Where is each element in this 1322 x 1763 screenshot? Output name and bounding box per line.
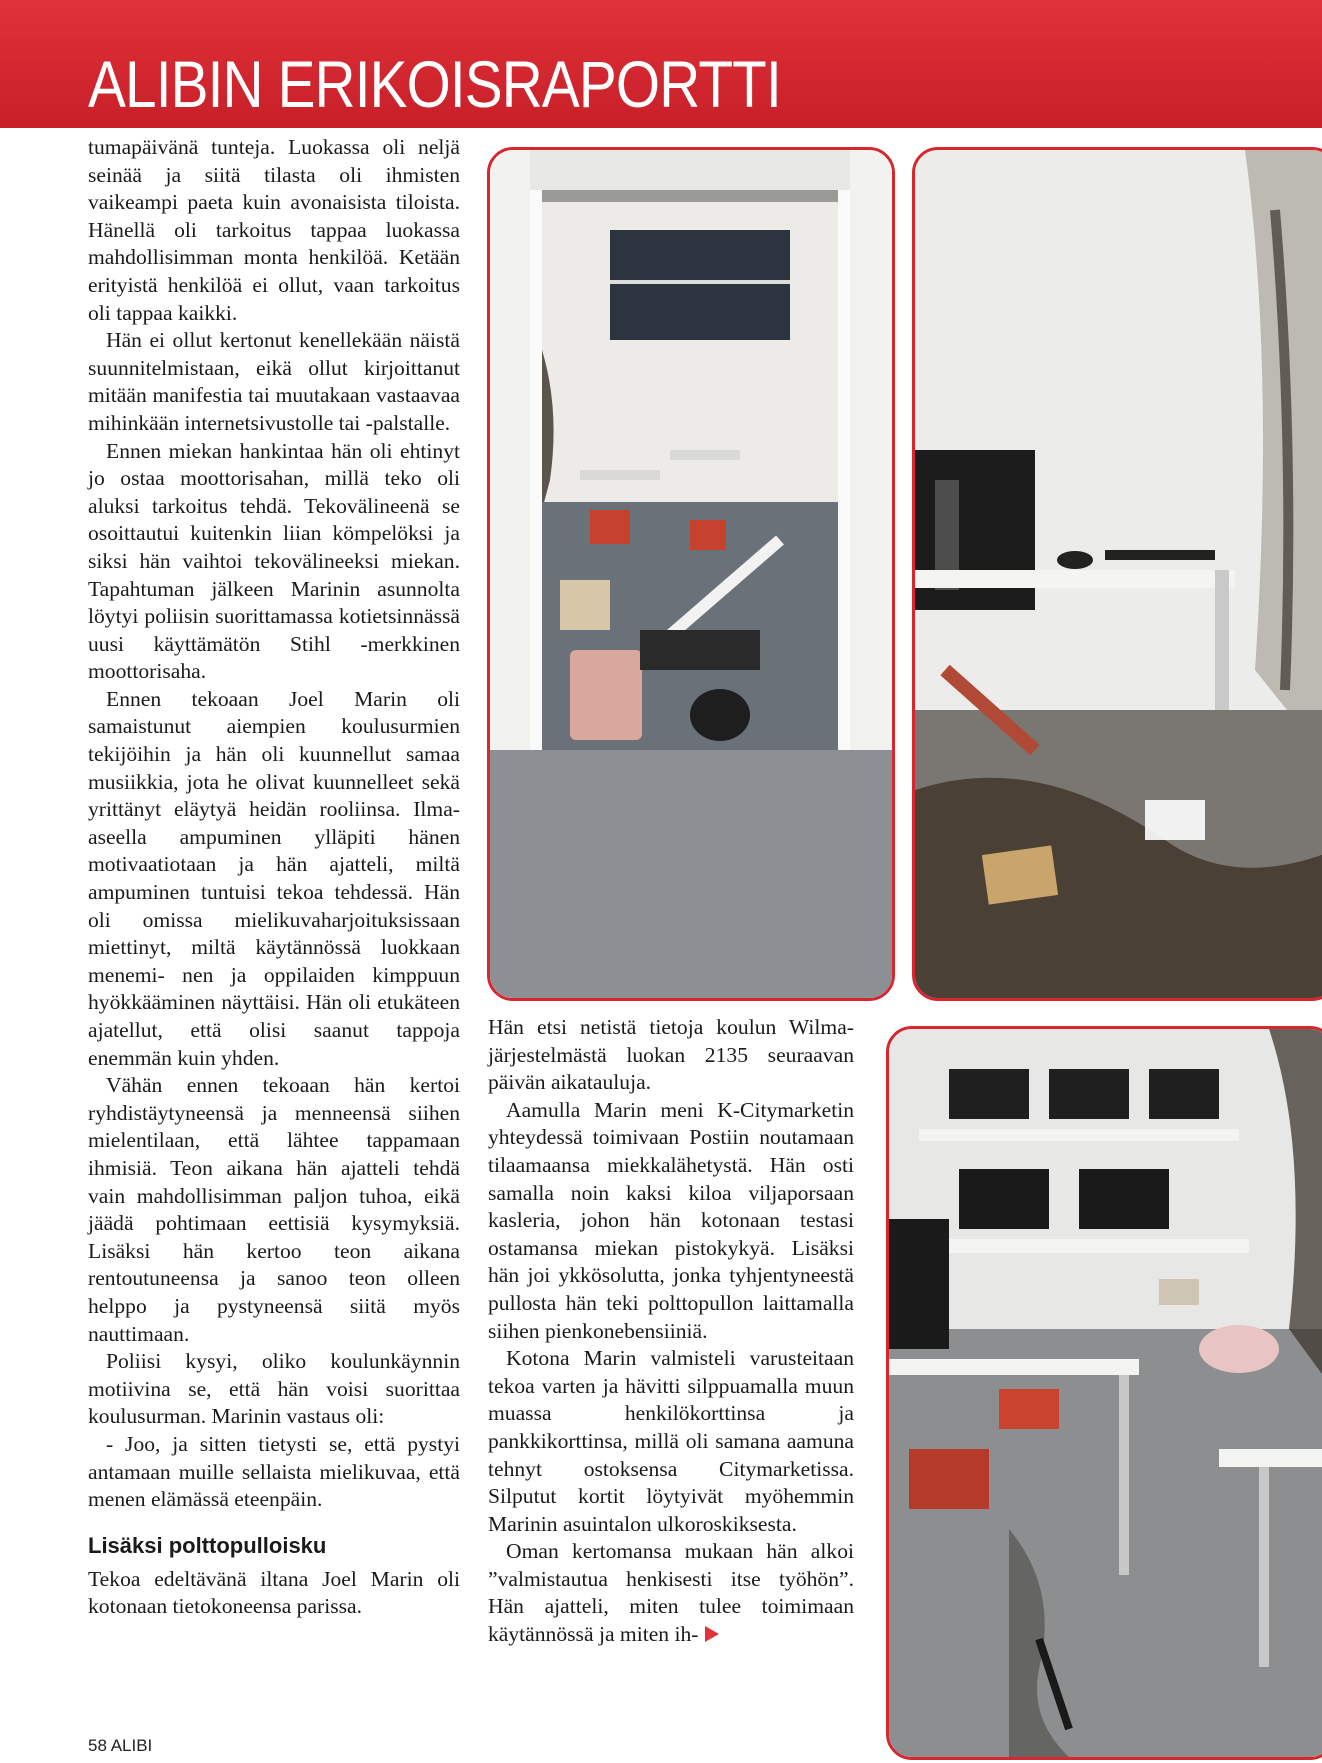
paragraph: Poliisi kysyi, oliko koulunkäynnin motiivina se, että hän voisi suorittaa koulusurman. Marinin vastaus oli: [88, 1349, 460, 1429]
subheading: Lisäksi polttopulloisku [88, 1532, 327, 1558]
paragraph: Hän etsi netistä tietoja koulun Wilma-järjestelmästä luokan 2135 seuraavan päivän aikatauluja. [488, 1015, 854, 1095]
paragraph-text: Oman kertomansa mukaan hän alkoi ”valmistautua henkisesti itse työhön”. Hän ajatteli, miten tulee toimimaan käytännössä ja miten ih- [488, 1539, 854, 1647]
photo-burned-desk [912, 147, 1322, 1001]
section-title: ALIBIN ERIKOISRAPORTTI [88, 47, 781, 121]
paragraph [488, 1538, 854, 1648]
paragraph: Tekoa edeltävänä iltana Joel Marin oli kotonaan tietokoneensa parissa. [88, 1566, 460, 1619]
page-folio: 58 ALIBI [88, 1736, 153, 1755]
quote-paragraph: - Joo, ja sitten tietysti se, että pystyi antamaan muille sellaista mielikuvaa, että menen elämässä eteenpäin. [88, 1431, 460, 1512]
paragraph: Aamulla Marin meni K-Citymarketin yhteydessä toimivaan Postiin noutamaan tilaamaansa miekkalähetystä. Hän osti samalla noin kaksi kiloa viljaporsaan kasleria, johon hän kotonaan testasi ostamansa miekan pistokykyä. Lisäksi hän joi ykkösolutta, jonka tyhjentyneestä pullosta hän teki polttopullon laittamalla siihen pienkonebensiiniä. [488, 1097, 854, 1343]
paragraph: Ennen tekoaan Joel Marin oli samaistunut aiempien koulusurmien tekijöihin ja hän oli kuunnellut samaa musiikkia, jota he olivat kuunnelleet sekä yrittänyt eläytyä heidän rooliinsa. Ilma-aseella ampuminen ylläpiti hänen motivaatiotaan ja hän ajatteli, miltä ampuminen tuntuisi tekoa tehdessä. Hän oli omissa mielikuvaharjoituksissaan miettinyt, miltä käytännössä luokkaan menemi- nen ja oppilaiden kimppuun hyökkääminen näyttäisi. Hän oli etukäteen ajatellut, että olisi saanut tappoja enemmän kuin yhden. [88, 686, 460, 1070]
continue-arrow-icon [705, 1626, 719, 1642]
paragraph: Vähän ennen tekoaan hän kertoi ryhdistäytyneensä ja menneensä siihen mielentilaan, että lähtee tappamaan ihmisiä. Teon aikana hän ajatteli tehdä vain mahdollisimman paljon tuhoa, eikä jäädä pohtimaan eettisiä kysymyksiä. Lisäksi hän kertoo teon aikana rentoutuneensa ja sanoo teon olleen helppo ja pystyneensä siitä myös nauttimaan. [88, 1073, 460, 1346]
paragraph: Hän ei ollut kertonut kenellekään näistä suunnitelmistaan, eikä ollut kirjoittanut mitään manifestia tai muutakaan vastaavaa mihinkään internetsivustolle tai -palstalle. [88, 328, 460, 435]
paragraph: Ennen miekan hankintaa hän oli ehtinyt jo ostaa moottorisahan, millä teko oli aluksi tarkoitus tehdä. Tekovälineenä se osoittautui kuitenkin liian kömpelöksi ja siksi hän vaihtoi tekovälineeksi miekan. Tapahtuman jälkeen Marinin asunnolta löytyi poliisin suorittamassa kotietsinnässä uusi käyttämätön Stihl -merkkinen moottorisaha. [88, 438, 460, 684]
paragraph: tumapäivänä tunteja. Luokassa oli neljä seinää ja siitä tilasta oli ihmisten vaikeampi paeta kuin avonaisista tiloista. Hänellä oli tarkoitus tappaa luokassa mahdollisimman monta henkilöä. Ketään erityistä henkilöä ei ollut, vaan tarkoitus oli tappaa kaikki. [88, 135, 460, 325]
photo-classroom-doorway [487, 147, 895, 1001]
paragraph: Kotona Marin valmisteli varusteitaan tekoa varten ja hävitti silppuamalla muun muassa henkilökorttinsa ja pankkikorttinsa, millä oli samana aamuna tehnyt ostoksensa Citymarketissa. Silputut kortit löytyivät myöhemmin Marinin asuintalon ulkoroskiksesta. [488, 1346, 854, 1536]
article-column-middle [488, 1014, 854, 1649]
header-bar [0, 0, 1322, 128]
photo-classroom-computers [886, 1026, 1322, 1760]
article-column-left [88, 134, 460, 1621]
